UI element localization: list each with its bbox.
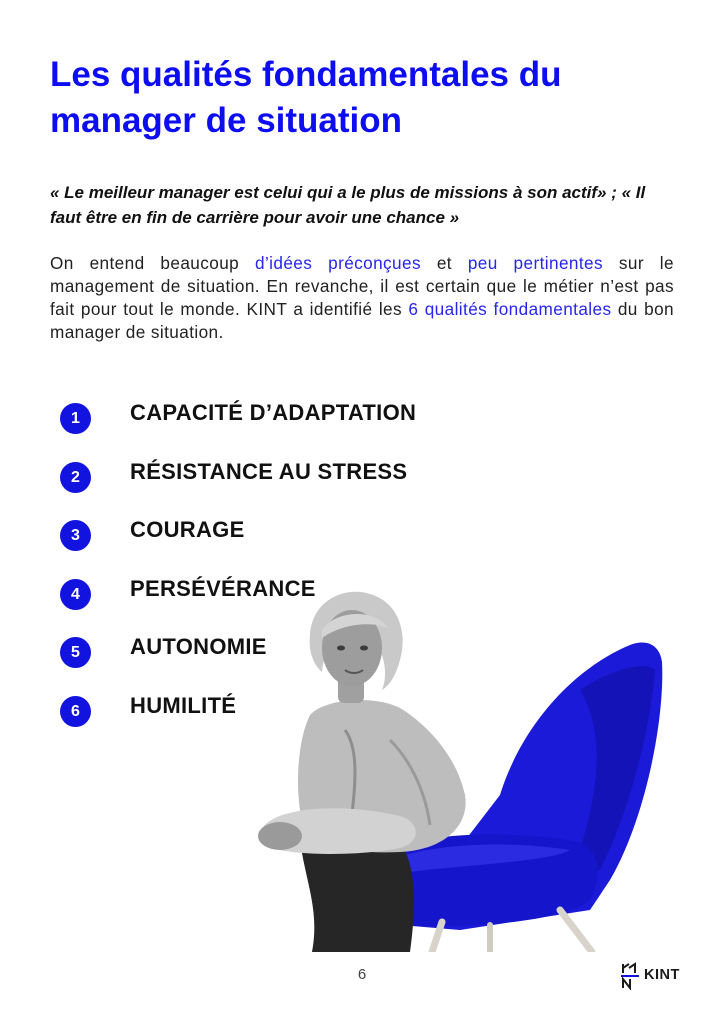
quality-label: CAPACITÉ D’ADAPTATION <box>130 400 417 425</box>
quality-number-badge: 5 <box>60 637 91 668</box>
highlight-irrelevant: peu pertinentes <box>467 253 604 273</box>
quality-label: COURAGE <box>130 517 245 542</box>
woman-eye <box>360 646 368 651</box>
quality-label: AUTONOMIE <box>130 634 267 659</box>
quality-number-badge: 1 <box>60 403 91 434</box>
quality-label: RÉSISTANCE AU STRESS <box>130 458 408 484</box>
kint-logo-mark-icon <box>620 962 640 990</box>
chair-leg <box>560 910 592 952</box>
kint-logo-text: KINT <box>644 967 680 983</box>
woman-eye <box>337 646 345 651</box>
highlight-preconceived-ideas: d’idées préconçues <box>254 253 421 273</box>
quality-label: PERSÉVÉRANCE <box>130 575 316 601</box>
paragraph-text: et <box>420 253 468 273</box>
intro-quote: « Le meilleur manager est celui qui a le plus de missions à son actif» ; « Il faut être en fin de carrière pour avoir une chance » <box>50 183 646 227</box>
kint-logo <box>620 962 684 990</box>
paragraph-text: du bon manager de situation. <box>50 299 674 342</box>
quality-number-badge: 6 <box>60 696 91 727</box>
intro-paragraph <box>50 252 674 344</box>
page-title: Les qualités fondamentales du manager de situation <box>50 55 562 140</box>
quality-number-badge: 3 <box>60 520 91 551</box>
quality-label: HUMILITÉ <box>130 692 237 718</box>
woman-hands <box>258 822 302 850</box>
paragraph-text: On entend beaucoup <box>50 253 255 273</box>
quality-number-badge: 4 <box>60 579 91 610</box>
paragraph-text: sur le management de situation. En revanche, il est certain que le métier n’est pas fait pour tout le monde. KINT a identifié les <box>50 253 674 319</box>
quality-number-badge: 2 <box>60 462 91 493</box>
highlight-six-qualities: 6 qualités fondamentales <box>408 299 612 319</box>
woman-in-blue-armchair-photo <box>250 580 680 952</box>
page-number: 6 <box>357 966 367 983</box>
